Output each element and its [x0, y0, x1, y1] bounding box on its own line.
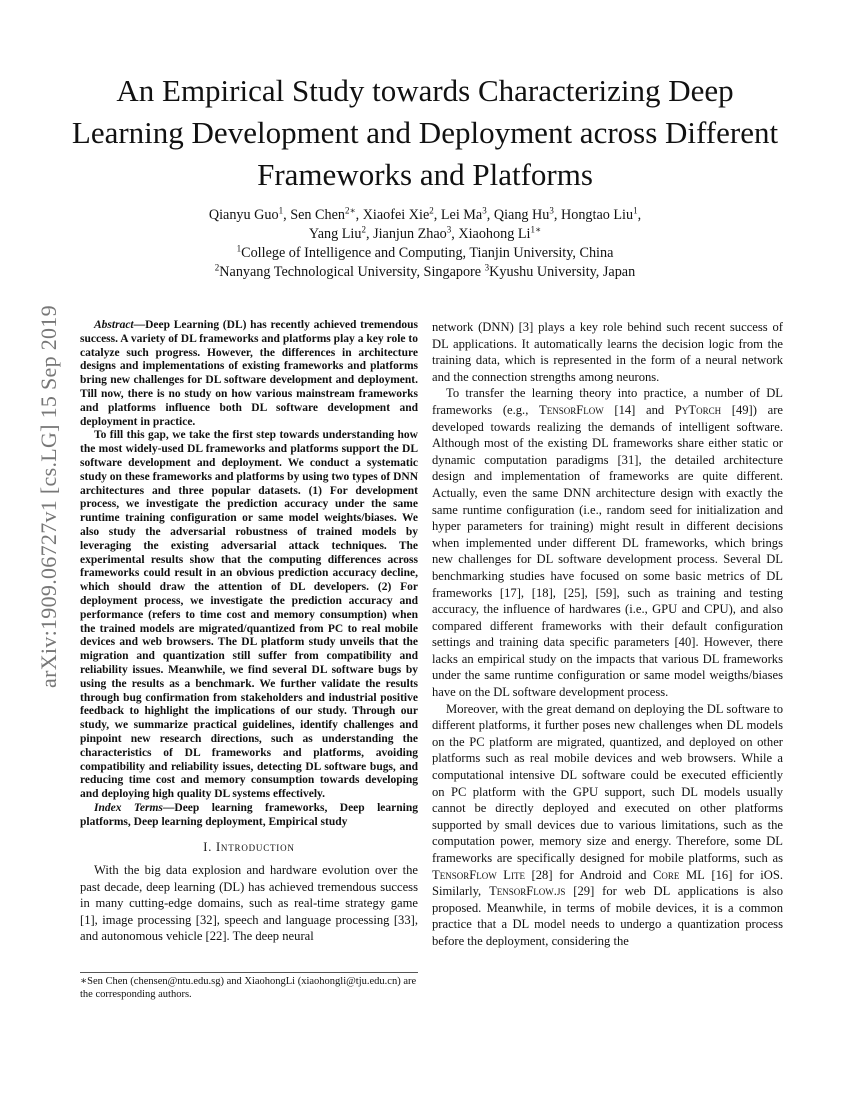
left-column: [80, 319, 418, 945]
footnote: ∗Sen Chen (chensen@ntu.edu.sg) and XiaohongLi (xiaohongli@tju.edu.cn) are the corresponding authors.: [80, 972, 418, 1002]
author-block: [100, 206, 750, 282]
affiliation-2: $^2$Nanyang Technological University, Singapore $^3$Kyushu University, Japan: [214, 262, 636, 280]
arxiv-stamp-text: arXiv:1909.06727v1 [cs.LG] 15 Sep 2019: [36, 305, 61, 688]
intro-paragraph-3: Moreover, with the great demand on deploying the DL software to different platforms, it further poses new challenges when DL models on the PC platform are migrated, quantized, and deployed on other platforms such as real mobile devices and web browsers. While a computational intensive DL software could be executed efficiently on PC platform with the GPU support, such DL models usually cannot be directly deployed and executed on other platforms supported by small devices due to various limitations, such as the computation power, memory size and energy. Therefore, some DL frameworks are specifically designed for mobile platforms, such as TensorFlow Lite [28] for Android and Core ML [16] for iOS. Similarly, TensorFlow.js [29] for web DL applications is also proposed. Meanwhile, in terms of mobile devices, it is a common practice that a DL model needs to undergo a quantization process before the deployment, considering the: [432, 701, 784, 948]
abstract: [80, 319, 418, 802]
author-line-2: Yang Liu$^2$, Jianjun Zhao$^3$, Xiaohong $Li^{1∗}$: [308, 224, 542, 242]
arxiv-stamp: [36, 294, 61, 688]
index-terms: Index Terms—Deep learning frameworks, Deep learning platforms, Deep learning deployment, Empirical study: [80, 801, 418, 828]
intro-paragraph-1-continued: network (DNN) [3] plays a key role behind such recent success of DL applications. It automatically learns the decision logic from the training data, which is represented in the form of a neural network and the connection strengths among neurons.: [432, 320, 783, 384]
section-heading-introduction: I. Introduction: [203, 840, 295, 855]
author-line-1: Qianyu Guo$^1$, Sen Chen$^{2∗}$, Xiaofei Xie$^2$, Lei Ma$^3$, Qiang Hu$^3$, Hongtao Liu$^1$,: [208, 205, 642, 223]
paper-title: An Empirical Study towards Characterizing Deep Learning Development and Deployment across Different Frameworks and Platforms: [71, 73, 779, 192]
right-column: [432, 319, 783, 950]
abstract-paragraph-2: To fill this gap, we take the first step towards understanding how the most widely-used DL frameworks and platforms support the DL software development and deployment. We conduct a systematic study on these frameworks and platforms by using two types of DNN architectures and three popular datasets. (1) For development process, we investigate the prediction accuracy under the same runtime training configuration or same model weights/biases. We also study the adversarial robustness of trained models by leveraging the existing adversarial attack techniques. The experimental results show that the computing differences across frameworks could result in an obvious prediction accuracy decline, which should draw the attention of DL developers. (2) For deployment process, we investigate the prediction accuracy and performance (refers to time cost and memory consumption) when the trained models are migrated/quantized from PC to real mobile devices and web browsers. The DL platform study unveils that the migration and quantization still suffer from compatibility and reliability issues. Meanwhile, we find several DL software bugs by using the results as a benchmark. We further validate the results through bug confirmation from stakeholders and industrial positive feedback to highlight the implications of our study. Through our study, we summarize practical guidelines, identify challenges and pinpoint new research directions, such as understanding the characteristics of DL frameworks and platforms, avoiding compatibility and reliability issues, detecting DL software bugs, and reducing time cost and memory consumption towards developing and deploying high quality DL systems effectively.: [80, 429, 418, 801]
affiliation-1: $^1$College of Intelligence and Computing, Tianjin University, China: [236, 243, 614, 261]
abstract-paragraph-1: Abstract—Deep Learning (DL) has recently achieved tremendous success. A variety of DL frameworks and platforms play a key role to catalyze such progress. However, the differences in architecture designs and implementations of existing frameworks and platforms bring new challenges for DL software development and deployment. Till now, there is no study on how various mainstream frameworks and platforms influence both DL software development and deployment in practice.: [80, 319, 418, 428]
intro-paragraph-1: With the big data explosion and hardware evolution over the past decade, deep learning (DL) has achieved tremendous success in many cutting-edge domains, such as real-time strategy game [1], image processing [32], speech and language processing [33], and autonomous vehicle [22]. The deep neural: [80, 863, 418, 944]
intro-paragraph-2: To transfer the learning theory into practice, a number of DL frameworks (e.g., TensorFlow [14] and PyTorch [49]) are developed towards realizing the demands of intelligent software. Although most of the existing DL frameworks share either static or dynamic computation paradigms [31], the detailed architecture design and implementation of frameworks are quite different. Actually, even the same DNN architecture design with exactly the same runtime configuration (i.e., random seed for initialization and hyper parameters for training) might result in different decisions when implemented under different DL frameworks, which brings new challenges for DL software development process. Several DL benchmarking studies have focused on some basic metrics of DL frameworks [17], [18], [25], [59], such as training and testing accuracy, the influence of hardwares (i.e., GPU and CPU), and also compared different frameworks with their default configuration settings and training data specific parameters [40]. However, there lacks an empirical study on the impacts that various DL frameworks under the same runtime configuration or same model weigths/biases have on the DL software development process.: [432, 386, 783, 700]
